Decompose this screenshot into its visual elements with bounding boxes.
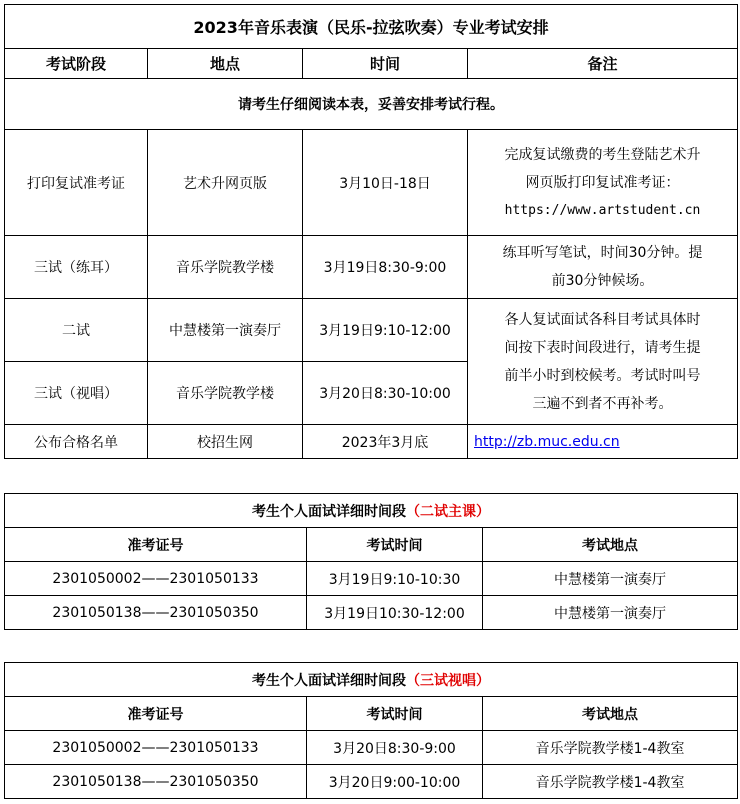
time-cell: 3月20日9:00-10:00 — [307, 765, 483, 799]
exam-schedule-table — [4, 4, 738, 459]
table-row — [5, 236, 738, 299]
header-stage: 考试阶段 — [5, 49, 148, 79]
note-line: 网页版打印复试准考证： — [525, 174, 680, 191]
place-cell: 音乐学院教学楼1-4教室 — [483, 731, 738, 765]
detail-title-emphasis: （二试主课） — [406, 503, 491, 520]
time-cell: 3月19日9:10-12:00 — [303, 299, 468, 362]
place-cell: 中慧楼第一演奏厅 — [483, 562, 738, 596]
header-time: 考试时间 — [307, 697, 483, 731]
time-cell: 3月19日10:30-12:00 — [307, 596, 483, 630]
results-link[interactable]: http://zb.muc.edu.cn — [468, 425, 738, 459]
note-line: 间按下表时间段进行，请考生提 — [504, 339, 701, 356]
header-ids: 准考证号 — [5, 697, 307, 731]
note-line: 三遍不到者不再补考。 — [532, 395, 673, 412]
header-place: 考试地点 — [483, 528, 738, 562]
note-cell — [468, 236, 738, 299]
detail-title — [5, 494, 738, 528]
place-cell: 艺术升网页版 — [148, 130, 303, 236]
note-cell — [468, 130, 738, 236]
place-cell: 校招生网 — [148, 425, 303, 459]
schedule-title: 2023年音乐表演（民乐-拉弦吹奏）专业考试安排 — [5, 5, 738, 49]
table-row — [5, 562, 738, 596]
interview-time-table-third — [4, 662, 738, 799]
note-line: 完成复试缴费的考生登陆艺术升 — [504, 146, 701, 163]
time-cell: 3月10日-18日 — [303, 130, 468, 236]
ids-cell: 2301050002——2301050133 — [5, 562, 307, 596]
place-cell: 音乐学院教学楼 — [148, 236, 303, 299]
note-line: 练耳听写笔试，时间30分钟。提 — [502, 245, 703, 261]
note-line: https://www.artstudent.cn — [504, 202, 701, 218]
table-row — [5, 731, 738, 765]
place-cell: 音乐学院教学楼1-4教室 — [483, 765, 738, 799]
time-cell: 2023年3月底 — [303, 425, 468, 459]
table-row — [5, 425, 738, 459]
place-cell: 中慧楼第一演奏厅 — [148, 299, 303, 362]
stage-cell: 三试（练耳） — [5, 236, 148, 299]
header-note: 备注 — [468, 49, 738, 79]
stage-cell: 公布合格名单 — [5, 425, 148, 459]
stage-cell: 打印复试准考证 — [5, 130, 148, 236]
detail-title-main: 考生个人面试详细时间段 — [252, 503, 407, 520]
detail-title-main: 考生个人面试详细时间段 — [252, 672, 407, 689]
shared-note-cell — [468, 299, 738, 425]
notice-row: 请考生仔细阅读本表，妥善安排考试行程。 — [5, 79, 738, 130]
note-line: 前30分钟候场。 — [551, 273, 654, 289]
time-cell: 3月19日9:10-10:30 — [307, 562, 483, 596]
table-row — [5, 299, 738, 362]
table-row — [5, 765, 738, 799]
ids-cell: 2301050138——2301050350 — [5, 596, 307, 630]
stage-cell: 二试 — [5, 299, 148, 362]
ids-cell: 2301050002——2301050133 — [5, 731, 307, 765]
table-row — [5, 596, 738, 630]
detail-title — [5, 663, 738, 697]
time-cell: 3月19日8:30-9:00 — [303, 236, 468, 299]
note-line: 前半小时到校候考。考试时叫号 — [504, 367, 701, 384]
place-cell: 音乐学院教学楼 — [148, 362, 303, 425]
ids-cell: 2301050138——2301050350 — [5, 765, 307, 799]
interview-time-table-second — [4, 493, 738, 630]
time-cell: 3月20日8:30-10:00 — [303, 362, 468, 425]
note-line: 各人复试面试各科目考试具体时 — [504, 311, 701, 328]
header-place: 地点 — [148, 49, 303, 79]
header-ids: 准考证号 — [5, 528, 307, 562]
detail-title-emphasis: （三试视唱） — [406, 672, 491, 689]
time-cell: 3月20日8:30-9:00 — [307, 731, 483, 765]
stage-cell: 三试（视唱） — [5, 362, 148, 425]
header-time: 考试时间 — [307, 528, 483, 562]
header-time: 时间 — [303, 49, 468, 79]
table-row — [5, 130, 738, 236]
header-place: 考试地点 — [483, 697, 738, 731]
place-cell: 中慧楼第一演奏厅 — [483, 596, 738, 630]
